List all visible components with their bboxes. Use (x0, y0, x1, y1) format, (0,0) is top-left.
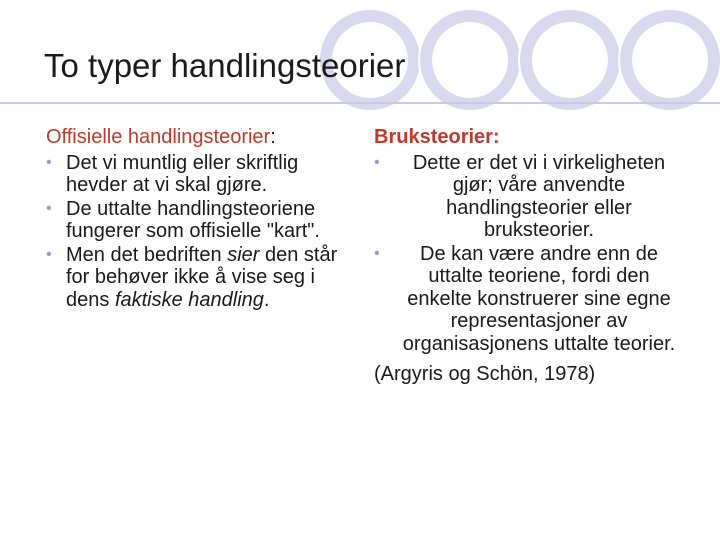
text-run: De uttalte handlingsteoriene fungerer som offisielle "kart". (66, 197, 320, 242)
right-column (374, 126, 684, 386)
slide-title: To typer handlingsteorier (44, 47, 406, 84)
text-run: den står for behøver ikke å vise seg i dens (66, 243, 338, 311)
list-item (46, 152, 358, 197)
bullet-icon: • (374, 244, 380, 262)
bullet-text (66, 152, 358, 197)
text-run: Det vi muntlig eller skriftlig hevder at vi skal gjøre. (66, 151, 299, 196)
title-divider (0, 102, 720, 104)
citation: (Argyris og Schön, 1978) (374, 363, 596, 385)
bullet-icon: • (46, 153, 52, 171)
text-run: De kan være andre enn de uttalte teoriene, fordi den enkelte konstruerer sine egne representasjoner av organisasjonens uttalte teorier. (402, 242, 676, 355)
bullet-icon: • (46, 199, 52, 217)
right-bullet-list (374, 152, 684, 356)
text-run: Men det bedriften (66, 243, 228, 266)
left-bullet-list (46, 152, 358, 312)
text-run: Dette er det vi i virkeligheten gjør; våre anvendte handlingsteorier eller bruksteorier. (412, 151, 666, 241)
bullet-icon: • (46, 245, 52, 263)
bullet-text (394, 152, 684, 242)
list-item (374, 152, 684, 242)
bullet-text (394, 243, 684, 356)
list-item (46, 244, 358, 312)
left-heading (46, 126, 358, 149)
list-item (374, 243, 684, 356)
left-heading-colon: : (270, 126, 276, 148)
emphasis-text: faktiske handling (114, 288, 264, 311)
bullet-text (66, 198, 358, 243)
right-heading (374, 126, 684, 149)
left-column (46, 126, 358, 312)
list-item (46, 198, 358, 243)
bullet-icon: • (374, 153, 380, 171)
emphasis-text: sier (227, 243, 260, 266)
bullet-text (66, 244, 358, 312)
left-heading-text: Offisielle handlingsteorier (46, 126, 271, 148)
text-run: . (263, 288, 270, 311)
right-heading-text: Bruksteorier (374, 126, 493, 148)
right-heading-colon: : (492, 126, 500, 148)
